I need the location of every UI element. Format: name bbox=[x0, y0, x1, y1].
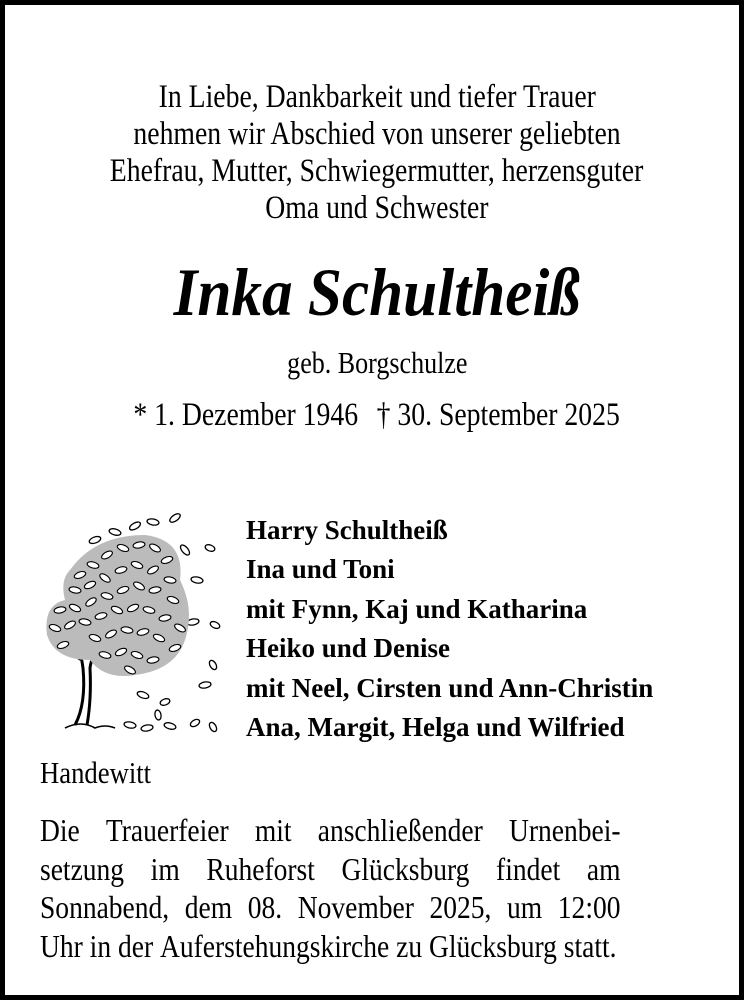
service-line bbox=[40, 888, 715, 927]
word: im bbox=[150, 850, 180, 887]
death-date: † 30. September 2025 bbox=[376, 397, 621, 433]
service-announcement bbox=[40, 811, 715, 965]
word: November bbox=[297, 889, 414, 925]
word: der bbox=[117, 927, 154, 964]
word: setzung bbox=[40, 850, 125, 887]
mourner-line: Harry Schultheiß bbox=[246, 515, 448, 545]
intro-text: Ehefrau, Mutter, Schwiegermutter, herzensguter bbox=[110, 153, 644, 189]
word: am bbox=[586, 850, 621, 887]
word: 12:00 bbox=[557, 889, 621, 925]
word: dem bbox=[184, 889, 233, 925]
word: in bbox=[89, 927, 112, 964]
word: Glücksburg bbox=[341, 850, 470, 887]
mourner-line: Ana, Margit, Helga und Wilfried bbox=[246, 712, 625, 743]
word: Glücksburg bbox=[428, 927, 557, 964]
service-line bbox=[40, 927, 715, 966]
intro-text: nehmen wir Abschied von unserer geliebten bbox=[133, 116, 621, 152]
deceased-name-text: Inka Schultheiß bbox=[173, 254, 581, 330]
word: findet bbox=[496, 850, 561, 887]
word: Auferstehungskirche bbox=[159, 927, 390, 964]
birth-name-text: geb. Borgschulze bbox=[286, 345, 468, 380]
mourner-line: mit Fynn, Kaj und Katharina bbox=[246, 593, 588, 624]
word: Die bbox=[40, 812, 80, 848]
word: anschließender bbox=[317, 812, 483, 848]
windblown-tree-icon bbox=[35, 510, 225, 735]
word: mit bbox=[254, 812, 292, 848]
intro-line bbox=[5, 79, 744, 115]
mourners-list bbox=[246, 511, 653, 747]
service-line bbox=[40, 850, 715, 889]
mourner-line: Heiko und Denise bbox=[246, 633, 451, 664]
intro-line bbox=[5, 116, 744, 152]
intro-text: Oma und Schwester bbox=[265, 190, 489, 226]
birth-date: * 1. Dezember 1946 bbox=[133, 397, 359, 433]
word: Ruheforst bbox=[206, 850, 315, 887]
word: Urnenbei- bbox=[508, 812, 621, 848]
place-name: Handewitt bbox=[40, 755, 152, 790]
word: Trauerfeier bbox=[105, 812, 229, 848]
word: Sonnabend, bbox=[40, 889, 170, 925]
service-line bbox=[40, 811, 715, 850]
life-dates-text bbox=[134, 396, 621, 434]
life-dates bbox=[5, 396, 744, 434]
mourner-line: mit Neel, Cirsten und Ann-Christin bbox=[246, 672, 654, 703]
mourner-line: Ina und Toni bbox=[246, 554, 395, 585]
intro-line bbox=[5, 153, 744, 189]
word: statt. bbox=[563, 927, 617, 964]
intro-line bbox=[5, 190, 744, 226]
deceased-name bbox=[5, 252, 744, 332]
word: 08. bbox=[247, 889, 283, 925]
word: Uhr bbox=[40, 927, 83, 964]
word: zu bbox=[396, 927, 423, 964]
word: um bbox=[507, 889, 543, 925]
word: 2025, bbox=[429, 889, 492, 925]
intro-text: In Liebe, Dankbarkeit und tiefer Trauer bbox=[158, 79, 596, 115]
birth-name bbox=[5, 345, 744, 381]
